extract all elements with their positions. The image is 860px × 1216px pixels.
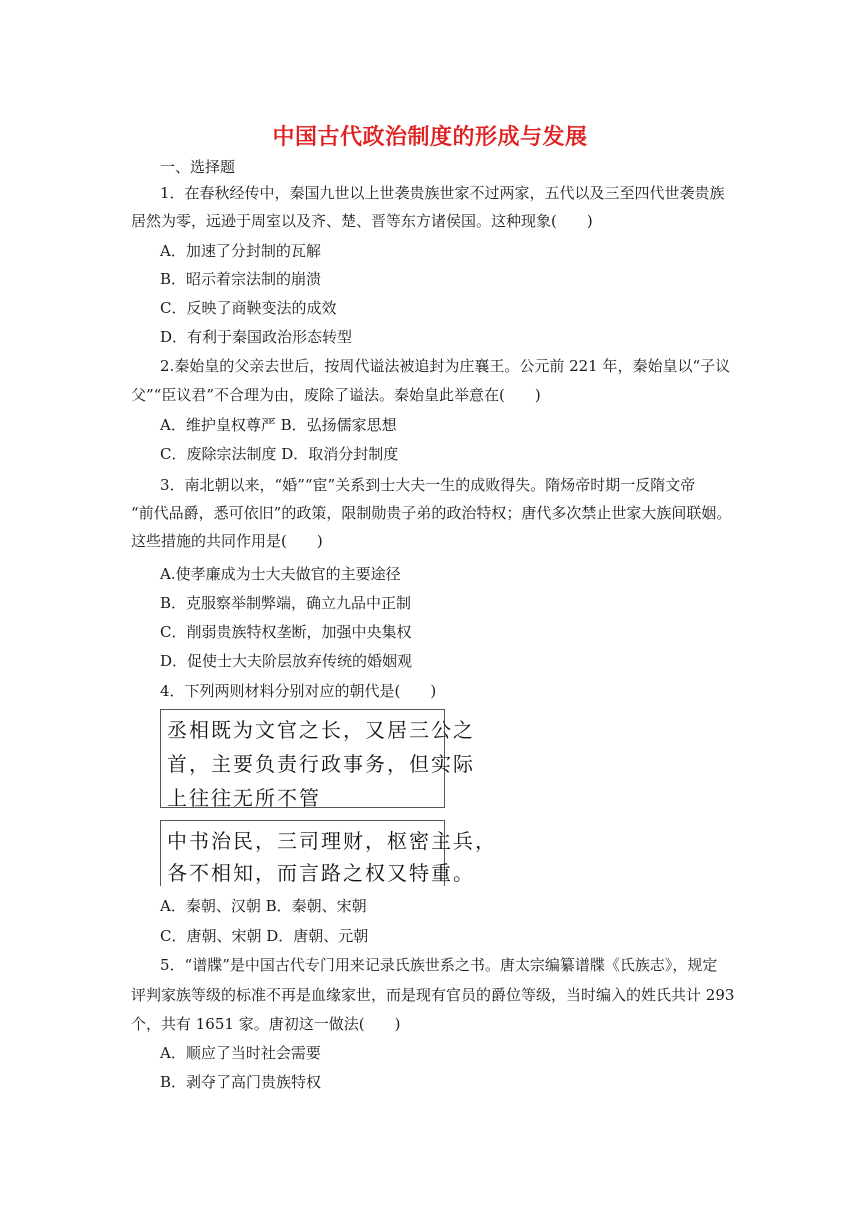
q1-option-c: C．反映了商鞅变法的成效 xyxy=(160,299,337,317)
q4-stem: 4．下列两则材料分别对应的朝代是( ) xyxy=(160,682,437,700)
q1-option-a: A．加速了分封制的瓦解 xyxy=(160,242,321,260)
q3-option-d: D．促使士大夫阶层放弃传统的婚姻观 xyxy=(160,652,413,670)
q4-material-1-line-2: 首，主要负责行政事务，但实际 xyxy=(167,752,475,776)
q3-stem-line-3: 这些措施的共同作用是( ) xyxy=(131,532,323,550)
q2-stem-line-1: 2.秦始皇的父亲去世后，按周代谥法被追封为庄襄王。公元前 221 年，秦始皇以“子议 xyxy=(160,357,731,375)
q3-option-b: B．克服察举制弊端，确立九品中正制 xyxy=(160,594,412,612)
q4-options-cd: C．唐朝、宋朝 D．唐朝、元朝 xyxy=(160,927,369,945)
q3-stem-line-2: “前代品爵，悉可依旧”的政策，限制勋贵子弟的政治特权；唐代多次禁止世家大族间联姻。 xyxy=(131,504,732,522)
q5-stem-line-3: 个，共有 1651 家。唐初这一做法( ) xyxy=(131,1015,401,1033)
page-title: 中国古代政治制度的形成与发展 xyxy=(272,125,588,150)
q5-stem-line-1: 5．“谱牒”是中国古代专门用来记录氏族世系之书。唐太宗编纂谱牒《氏族志》，规定 xyxy=(160,956,718,974)
q4-material-1-box xyxy=(160,709,475,810)
q1-option-b: B．昭示着宗法制的崩溃 xyxy=(160,270,322,288)
q3-option-c: C．削弱贵族特权垄断，加强中央集权 xyxy=(160,623,412,641)
q2-options-ab: A．维护皇权尊严 B．弘扬儒家思想 xyxy=(160,416,397,434)
q4-material-1-line-1: 丞相既为文官之长，又居三公之 xyxy=(167,718,475,742)
q4-material-2-line-1: 中书治民，三司理财，枢密主兵， xyxy=(167,829,497,853)
q5-option-a: A．顺应了当时社会需要 xyxy=(160,1044,321,1062)
q1-stem-line-2: 居然为零，远逊于周室以及齐、楚、晋等东方诸侯国。这种现象( ) xyxy=(131,212,593,230)
q1-option-d: D．有利于秦国政治形态转型 xyxy=(160,328,353,346)
q1-stem-line-1: 1．在春秋经传中，秦国九世以上世袭贵族世家不过两家，五代以及三至四代世袭贵族 xyxy=(160,184,725,202)
section-heading: 一、选择题 xyxy=(160,158,236,176)
q4-options-ab: A．秦朝、汉朝 B．秦朝、宋朝 xyxy=(160,897,367,915)
q4-material-1-line-3: 上往往无所不管 xyxy=(167,786,321,810)
q3-option-a: A.使孝廉成为士大夫做官的主要途径 xyxy=(160,565,401,583)
q3-stem-line-1: 3．南北朝以来，“婚”“宦”关系到士大夫一生的成败得失。隋炀帝时期一反隋文帝 xyxy=(160,476,696,494)
q4-material-2-line-2: 各不相知，而言路之权又特重。 xyxy=(167,861,475,885)
q2-options-cd: C．废除宗法制度 D．取消分封制度 xyxy=(160,445,399,463)
q4-material-2-box xyxy=(160,820,497,886)
q5-stem-line-2: 评判家族等级的标准不再是血缘家世，而是现有官员的爵位等级，当时编入的姓氏共计 293 xyxy=(131,986,735,1004)
q2-stem-line-2: 父”“臣议君”不合理为由，废除了谥法。秦始皇此举意在( ) xyxy=(131,386,541,404)
q5-option-b: B．剥夺了高门贵族特权 xyxy=(160,1073,322,1091)
